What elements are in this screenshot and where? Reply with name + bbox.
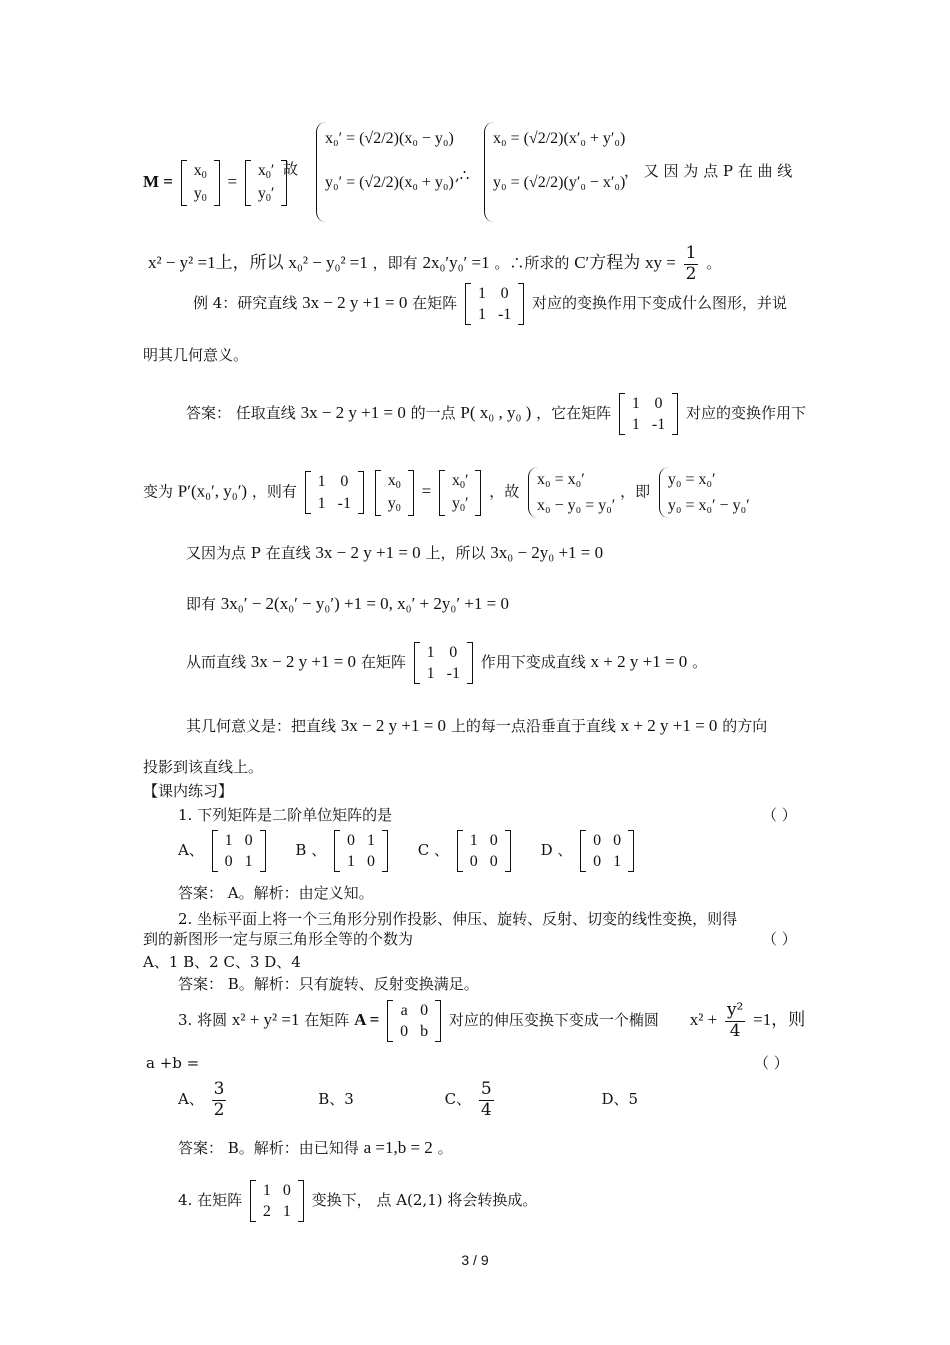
question-2-answer: 答案： B。解析：只有旋转、反射变换满足。 (178, 975, 479, 993)
matrix-option-c: 1 0 0 0 (457, 830, 511, 872)
question-2: 2. 坐标平面上将一个三角形分别作投影、伸压、旋转、反射、切变的线性变换，则得 (178, 910, 738, 928)
fraction-y2-over-4: $\frac{\text{y²}}{4}$ (726, 1000, 744, 1041)
question-3-answer: 答案： B。解析：由已知得 a =1,b = 2 。 (178, 1138, 453, 1157)
column-vector-x0p-y0p: $x_0'$ $y_0'$ (245, 160, 288, 206)
question-1: 1. 下列矩阵是二阶单位矩阵的是 (178, 806, 393, 824)
therefore-symbol: ,∴ (455, 166, 470, 184)
question-2-cont: 到的新图形一定与原三角形全等的个数为 (143, 930, 414, 948)
system-3: x₀ = x₀′ x₀ − y₀ = y₀′ (528, 467, 615, 518)
becomes-line: 变为 P′(x₀′, y₀′) ，则有 1 0 1 -1 $x_0$ $y_0$ = $x_0'$ $y_0'$ ，故 x₀ = x₀′ x₀ − y₀ = y₀′ ，即 y₀ = x₀′ y₀ = x₀′ − y₀′ (143, 467, 750, 518)
geometric-meaning-cont: 投影到该直线上。 (143, 758, 264, 776)
question-3-options: A、 $\frac{3}{2}$ B、3 C、 $\frac{5}{4}$ D、5 (178, 1079, 639, 1120)
thus-have: 即有 3x₀′ − 2(x₀′ − y₀′) +1 = 0, x₀′ + 2y₀′ +1 = 0 (186, 594, 509, 613)
question-3-sum: a +b = (146, 1054, 200, 1072)
matrix-1-0-1-neg1: 1 0 1 -1 (414, 642, 473, 684)
column-vector-x0-y0: $x_0$ $y_0$ (375, 470, 414, 516)
matrix-1-0-1-neg1: 1 0 1 -1 (619, 393, 678, 435)
system-2-eq-1: x₀ = (√2/2)(x′₀ + y′₀) (493, 130, 626, 147)
matrix-option-b: 0 1 1 0 (334, 830, 388, 872)
question-1-answer: 答案： A。解析：由定义知。 (178, 884, 374, 902)
question-4: 4. 在矩阵 1 0 2 1 变换下， 点 A(2,1) 将会转换成。 (178, 1180, 537, 1222)
system-1-eq-1: x₀′ = (√2/2)(x₀ − y₀) (325, 130, 454, 147)
example-4-cont: 明其几何意义。 (143, 346, 249, 364)
answer-paren: （ ） (754, 1054, 789, 1072)
answer-paren: （ ） (762, 806, 797, 824)
matrix-1-0-2-1: 1 0 2 1 (250, 1180, 304, 1222)
fraction-5-4: $\frac{5}{4}$ (480, 1079, 492, 1120)
matrix-option-d: 0 0 0 1 (580, 830, 634, 872)
system-4: y₀ = x₀′ y₀ = x₀′ − y₀′ (659, 467, 750, 518)
matrix-label-M: M = (143, 172, 173, 191)
line-2: x² − y² =1上，所以 x₀² − y₀² =1 ，即有 2x₀′y₀′ =1 。∴所求的 C′方程为 xy = $\frac{1}{2}$ 。 (148, 243, 722, 284)
question-2-options: A、1 B、2 C、3 D、4 (143, 953, 301, 971)
system-1-eq-2: y₀′ = (√2/2)(x₀ + y₀) (325, 173, 454, 191)
text-again-point-P: ， 又 因 为 点 P 在 曲 线 (624, 162, 793, 180)
example-4: 例 4：研究直线 3x − 2 y +1 = 0 在矩阵 1 0 1 -1 对应的变换作用下变成什么图形，并说 (193, 283, 787, 325)
column-vector-x0p-y0p: $x_0'$ $y_0'$ (439, 470, 482, 516)
fraction-3-2: $\frac{3}{2}$ (213, 1079, 225, 1120)
matrix-1-0-1-neg1: 1 0 1 -1 (465, 283, 524, 325)
fraction-one-half: $\frac{1}{2}$ (685, 243, 697, 284)
question-1-options: A、 1 0 0 1 B 、 0 1 1 0 C 、 1 0 0 0 D 、 0 0 0 1 (178, 830, 637, 872)
matrix-1-0-1-neg1: 1 0 1 -1 (305, 471, 364, 513)
system-1 (312, 122, 454, 222)
matrix-option-a: 1 0 0 1 (212, 830, 266, 872)
conclusion: 从而直线 3x − 2 y +1 = 0 在矩阵 1 0 1 -1 作用下变成直线 x + 2 y +1 = 0 。 (186, 642, 707, 684)
page-number: 3 / 9 (461, 1252, 489, 1268)
text-gu: 故 (283, 160, 299, 178)
since-point-P: 又因为点 P 在直线 3x − 2 y +1 = 0 上，所以 3x₀ − 2y₀ +1 = 0 (186, 543, 604, 562)
system-2-eq-2: y₀ = (√2/2)(y′₀ − x′₀) (493, 173, 626, 191)
answer-intro: 答案： 任取直线 3x − 2 y +1 = 0 的一点 P( x₀ , y₀ ) ，它在矩阵 1 0 1 -1 对应的变换作用下 (186, 393, 806, 435)
geometric-meaning: 其几何意义是：把直线 3x − 2 y +1 = 0 上的每一点沿垂直于直线 x + 2 y +1 = 0 的方向 (186, 716, 768, 735)
column-vector-x0-y0: $x_0$ $y_0$ (181, 160, 220, 206)
section-heading: 【课内练习】 (143, 782, 234, 800)
matrix-a-0-0-b: a 0 0 b (387, 1000, 441, 1042)
system-2 (480, 122, 625, 222)
line-1: M = $x_0$ $y_0$ = $x_0'$ $y_0'$ (143, 160, 290, 206)
question-3: 3. 将圆 x² + y² =1 在矩阵 A = a 0 0 b 对应的伸压变换下变成一个椭圆 x² + $\frac{\text{y²}}{4}$ =1，则 (178, 1000, 806, 1041)
answer-paren: （ ） (762, 930, 797, 948)
